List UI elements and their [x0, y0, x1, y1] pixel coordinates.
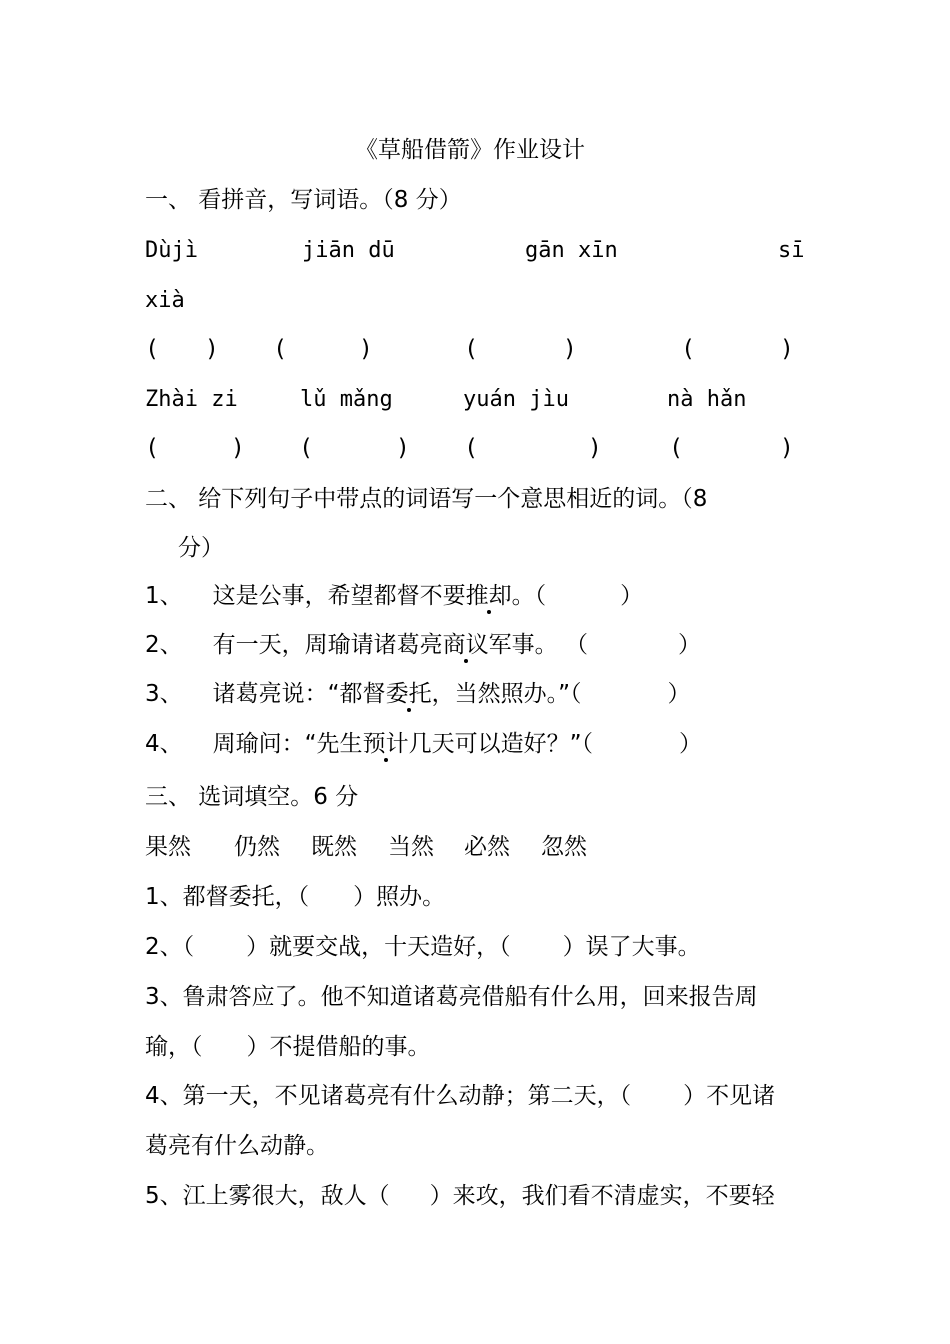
fill-blank-item-cont: 葛亮有什么动静。: [145, 1133, 329, 1159]
bracket-open: (: [467, 435, 476, 461]
word-bank-item: 忽然: [541, 834, 587, 860]
bracket-close: ): [590, 435, 599, 461]
bracket-open: (: [467, 336, 476, 362]
bracket-close: ): [782, 435, 791, 461]
section-2-heading: 二、 给下列句子中带点的词语写一个意思相近的词。（8: [145, 486, 708, 512]
dotted-word: 委托: [385, 681, 432, 707]
word-bank-item: 果然: [145, 834, 191, 860]
word-bank-item: 既然: [311, 834, 357, 860]
bracket-open: (: [684, 336, 693, 362]
dotted-word: 预计: [362, 731, 409, 757]
bracket-open: (: [148, 435, 157, 461]
dotted-word: 商议: [442, 632, 489, 658]
page-title: 《草船借箭》作业设计: [355, 137, 585, 163]
bracket-close: ): [398, 435, 407, 461]
pinyin: yuán jìu: [463, 387, 569, 412]
bracket-close: ): [782, 336, 791, 362]
bracket-close: ): [565, 336, 574, 362]
pinyin: jiān dū: [302, 238, 395, 263]
pinyin: lǔ mǎng: [300, 387, 393, 412]
bracket-open: (: [672, 435, 681, 461]
section-2-heading-cont: 分）: [178, 535, 224, 561]
bracket-open: (: [276, 336, 285, 362]
fill-blank-item-cont: 瑜，（ ）不提借船的事。: [145, 1034, 431, 1060]
section-1-heading: 一、 看拼音，写词语。（8 分）: [145, 187, 462, 213]
pinyin: gān xīn: [525, 238, 618, 263]
bracket-close: ): [233, 435, 242, 461]
section-3-heading: 三、 选词填空。6 分: [145, 784, 359, 810]
fill-blank-item: 1、都督委托，（ ）照办。: [145, 884, 446, 910]
word-bank-item: 当然: [388, 834, 434, 860]
fill-blank-item: 5、江上雾很大，敌人（ ）来攻，我们看不清虚实，不要轻: [145, 1183, 775, 1209]
pinyin: sī: [778, 238, 805, 263]
pinyin: Zhài zi: [145, 387, 238, 412]
pinyin: nà hǎn: [667, 387, 747, 412]
dotted-word: 推却: [465, 583, 512, 609]
fill-blank-item: 2、（ ）就要交战，十天造好，（ ）误了大事。: [145, 934, 701, 960]
pinyin: Dùjì: [145, 238, 198, 263]
bracket-open: (: [148, 336, 157, 362]
word-bank-item: 必然: [464, 834, 510, 860]
bracket-open: (: [302, 435, 311, 461]
question-item: 2、 有一天，周瑜请诸葛亮商议军事。 （ ）: [145, 632, 701, 658]
bracket-close: ): [361, 336, 370, 362]
question-item: 4、 周瑜问：“先生预计几天可以造好？”（ ）: [145, 731, 702, 757]
fill-blank-item: 4、第一天，不见诸葛亮有什么动静；第二天，（ ）不见诸: [145, 1083, 776, 1109]
question-item: 3、 诸葛亮说：“都督委托，当然照办。”（ ）: [145, 681, 691, 707]
question-item: 1、 这是公事，希望都督不要推却。（ ）: [145, 583, 644, 609]
word-bank-item: 仍然: [234, 834, 280, 860]
bracket-close: ): [207, 336, 216, 362]
fill-blank-item: 3、鲁肃答应了。他不知道诸葛亮借船有什么用，回来报告周: [145, 984, 758, 1010]
pinyin: xià: [145, 288, 185, 313]
